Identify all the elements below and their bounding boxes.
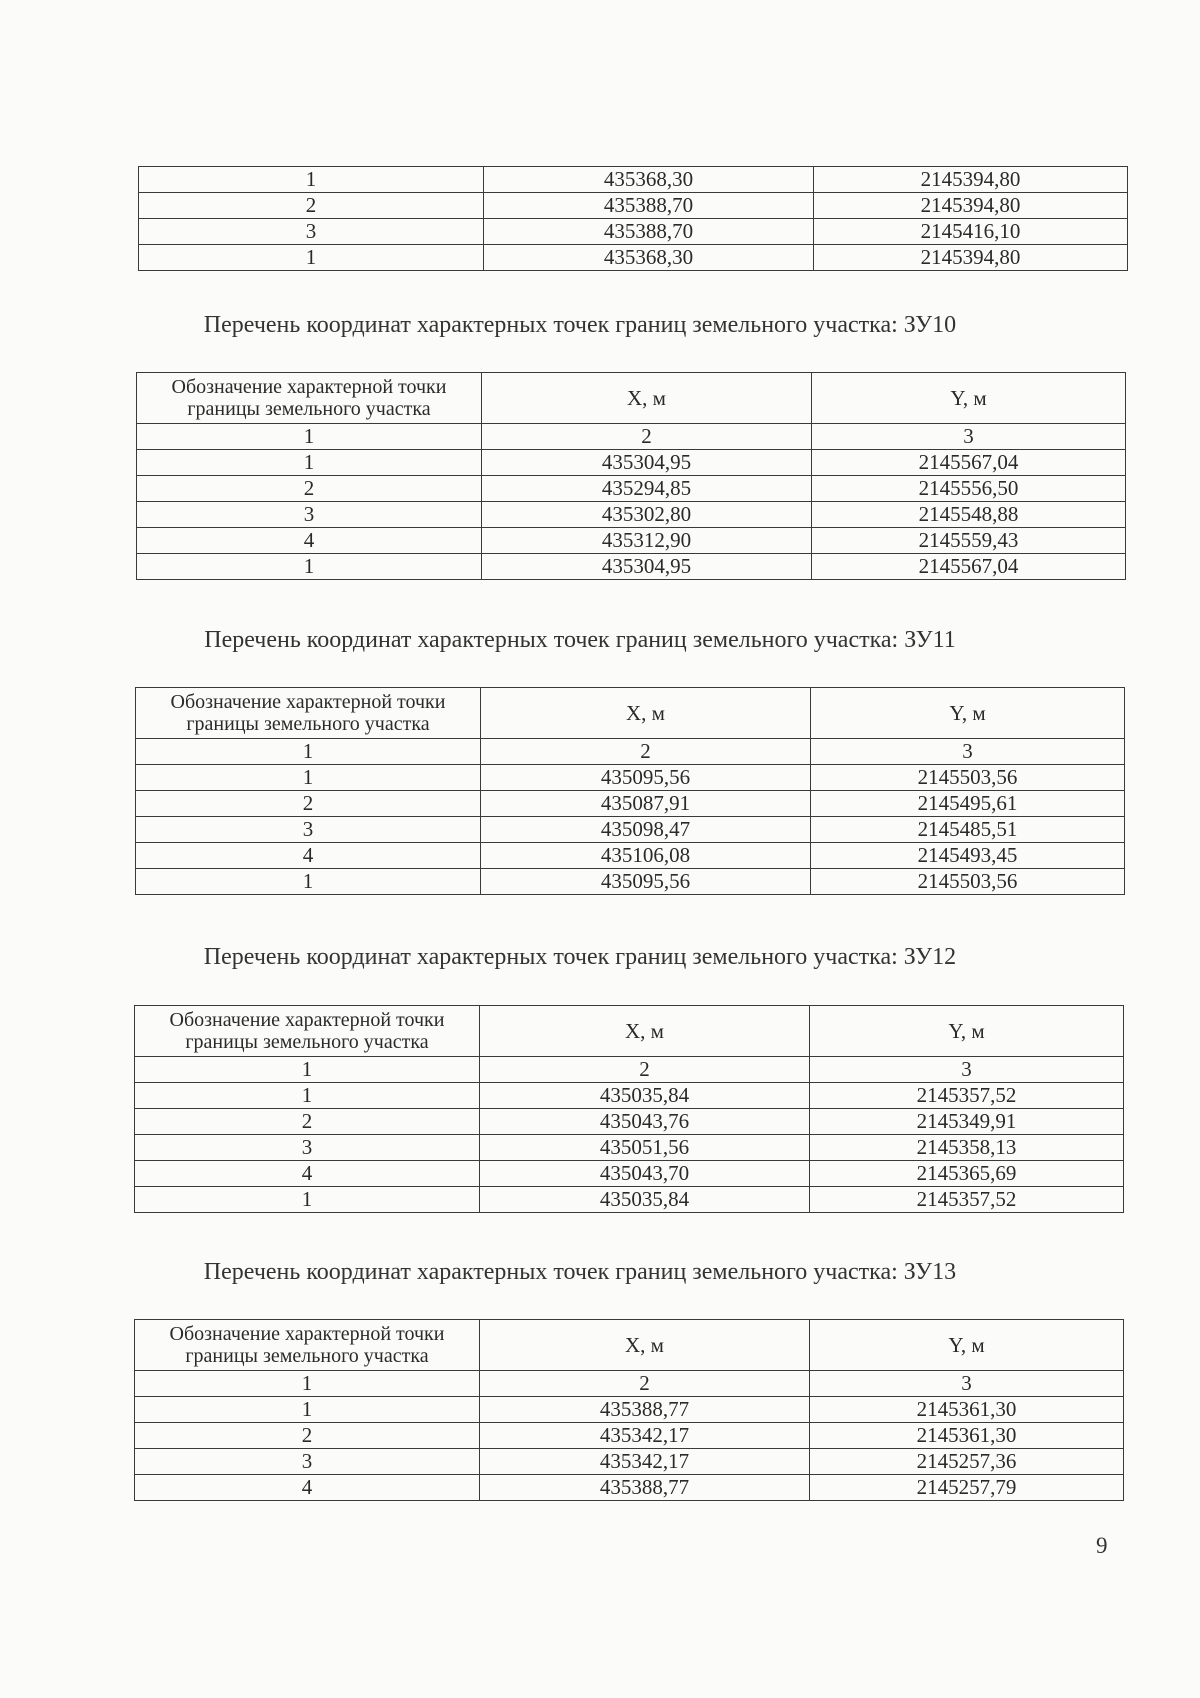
column-number: 2 (482, 424, 812, 450)
y-cell: 2145485,51 (811, 817, 1125, 843)
table-header (135, 1320, 1124, 1397)
y-cell: 2145495,61 (811, 791, 1125, 817)
y-cell: 2145567,04 (812, 554, 1126, 580)
point-column-header: Обозначение характерной точки границы земельного участка (136, 688, 481, 739)
x-cell: 435388,70 (484, 193, 814, 219)
y-cell: 2145416,10 (814, 219, 1128, 245)
point-column-header: Обозначение характерной точки границы земельного участка (137, 373, 482, 424)
column-number: 3 (811, 739, 1125, 765)
table-body (135, 1083, 1124, 1213)
x-cell: 435087,91 (481, 791, 811, 817)
y-cell: 2145548,88 (812, 502, 1126, 528)
y-cell: 2145357,52 (810, 1083, 1124, 1109)
header-row (137, 373, 1126, 424)
y-column-header: Y, м (810, 1320, 1124, 1371)
point-cell: 1 (135, 1187, 480, 1213)
x-column-header: X, м (482, 373, 812, 424)
table-row (136, 791, 1125, 817)
table-row (136, 843, 1125, 869)
column-number: 3 (812, 424, 1126, 450)
x-cell: 435035,84 (480, 1083, 810, 1109)
table-header (135, 1006, 1124, 1083)
table-body (136, 765, 1125, 895)
column-number: 1 (137, 424, 482, 450)
x-column-header: X, м (480, 1006, 810, 1057)
x-cell: 435294,85 (482, 476, 812, 502)
table-row (137, 450, 1126, 476)
point-cell: 1 (139, 167, 484, 193)
coordinates-table-zu10 (136, 372, 1126, 580)
y-cell: 2145559,43 (812, 528, 1126, 554)
point-cell: 2 (136, 791, 481, 817)
section-heading-zu13: Перечень координат характерных точек границ земельного участка: ЗУ13 (203, 1259, 957, 1285)
column-number-row (136, 739, 1125, 765)
table-row (139, 219, 1128, 245)
y-cell: 2145361,30 (810, 1397, 1124, 1423)
point-cell: 3 (139, 219, 484, 245)
x-cell: 435342,17 (480, 1449, 810, 1475)
column-number: 2 (480, 1371, 810, 1397)
point-cell: 2 (137, 476, 482, 502)
column-number: 1 (135, 1057, 480, 1083)
column-number-row (137, 424, 1126, 450)
table-row (135, 1475, 1124, 1501)
x-cell: 435388,70 (484, 219, 814, 245)
column-number: 2 (480, 1057, 810, 1083)
point-cell: 2 (135, 1423, 480, 1449)
y-cell: 2145357,52 (810, 1187, 1124, 1213)
point-cell: 3 (136, 817, 481, 843)
point-cell: 4 (135, 1475, 480, 1501)
point-cell: 4 (135, 1161, 480, 1187)
section-heading-zu12: Перечень координат характерных точек границ земельного участка: ЗУ12 (203, 944, 957, 970)
column-number-row (135, 1371, 1124, 1397)
table-body (137, 450, 1126, 580)
x-cell: 435388,77 (480, 1475, 810, 1501)
table-row (136, 817, 1125, 843)
y-cell: 2145394,80 (814, 167, 1128, 193)
point-cell: 1 (135, 1083, 480, 1109)
table-row (139, 167, 1128, 193)
point-cell: 4 (136, 843, 481, 869)
point-cell: 2 (139, 193, 484, 219)
point-cell: 2 (135, 1109, 480, 1135)
column-number: 1 (136, 739, 481, 765)
coordinates-table-zu11 (135, 687, 1125, 895)
table-row (135, 1109, 1124, 1135)
table-row (135, 1161, 1124, 1187)
x-cell: 435035,84 (480, 1187, 810, 1213)
table-row (135, 1397, 1124, 1423)
page-number: 9 (1096, 1533, 1108, 1558)
point-column-header: Обозначение характерной точки границы земельного участка (135, 1006, 480, 1057)
column-number: 2 (481, 739, 811, 765)
x-cell: 435304,95 (482, 554, 812, 580)
x-cell: 435095,56 (481, 869, 811, 895)
table-row (136, 869, 1125, 895)
point-cell: 3 (137, 502, 482, 528)
x-cell: 435368,30 (484, 245, 814, 271)
y-cell: 2145257,36 (810, 1449, 1124, 1475)
table-row (135, 1449, 1124, 1475)
point-cell: 3 (135, 1135, 480, 1161)
y-cell: 2145394,80 (814, 193, 1128, 219)
point-cell: 1 (135, 1397, 480, 1423)
table-row (137, 502, 1126, 528)
point-cell: 1 (136, 765, 481, 791)
coordinates-table-continued (138, 166, 1128, 271)
section-heading-zu11: Перечень координат характерных точек границ земельного участка: ЗУ11 (204, 627, 956, 653)
header-row (135, 1006, 1124, 1057)
x-cell: 435368,30 (484, 167, 814, 193)
y-column-header: Y, м (811, 688, 1125, 739)
y-cell: 2145567,04 (812, 450, 1126, 476)
y-cell: 2145365,69 (810, 1161, 1124, 1187)
table-row (136, 765, 1125, 791)
table-row (135, 1423, 1124, 1449)
table-body (139, 167, 1128, 271)
y-cell: 2145493,45 (811, 843, 1125, 869)
y-cell: 2145394,80 (814, 245, 1128, 271)
header-row (136, 688, 1125, 739)
y-column-header: Y, м (812, 373, 1126, 424)
column-number: 1 (135, 1371, 480, 1397)
table-row (135, 1135, 1124, 1161)
x-cell: 435106,08 (481, 843, 811, 869)
table-row (135, 1083, 1124, 1109)
y-cell: 2145349,91 (810, 1109, 1124, 1135)
table-row (139, 193, 1128, 219)
column-number: 3 (810, 1371, 1124, 1397)
y-cell: 2145361,30 (810, 1423, 1124, 1449)
y-cell: 2145503,56 (811, 765, 1125, 791)
header-row (135, 1320, 1124, 1371)
y-cell: 2145503,56 (811, 869, 1125, 895)
column-number: 3 (810, 1057, 1124, 1083)
x-cell: 435302,80 (482, 502, 812, 528)
y-cell: 2145358,13 (810, 1135, 1124, 1161)
x-column-header: X, м (480, 1320, 810, 1371)
point-cell: 1 (136, 869, 481, 895)
point-cell: 1 (137, 554, 482, 580)
table-row (137, 528, 1126, 554)
table-body (135, 1397, 1124, 1501)
table-header (137, 373, 1126, 450)
table-row (137, 476, 1126, 502)
table-header (136, 688, 1125, 765)
point-cell: 3 (135, 1449, 480, 1475)
x-cell: 435388,77 (480, 1397, 810, 1423)
y-cell: 2145556,50 (812, 476, 1126, 502)
x-cell: 435051,56 (480, 1135, 810, 1161)
table-row (135, 1187, 1124, 1213)
x-cell: 435312,90 (482, 528, 812, 554)
y-cell: 2145257,79 (810, 1475, 1124, 1501)
point-column-header: Обозначение характерной точки границы земельного участка (135, 1320, 480, 1371)
x-cell: 435043,70 (480, 1161, 810, 1187)
column-number-row (135, 1057, 1124, 1083)
section-heading-zu10: Перечень координат характерных точек границ земельного участка: ЗУ10 (203, 312, 957, 338)
point-cell: 1 (137, 450, 482, 476)
x-cell: 435095,56 (481, 765, 811, 791)
table-row (137, 554, 1126, 580)
x-cell: 435043,76 (480, 1109, 810, 1135)
x-cell: 435098,47 (481, 817, 811, 843)
point-cell: 1 (139, 245, 484, 271)
coordinates-table-zu13 (134, 1319, 1124, 1501)
table-row (139, 245, 1128, 271)
y-column-header: Y, м (810, 1006, 1124, 1057)
x-column-header: X, м (481, 688, 811, 739)
x-cell: 435342,17 (480, 1423, 810, 1449)
point-cell: 4 (137, 528, 482, 554)
coordinates-table-zu12 (134, 1005, 1124, 1213)
x-cell: 435304,95 (482, 450, 812, 476)
